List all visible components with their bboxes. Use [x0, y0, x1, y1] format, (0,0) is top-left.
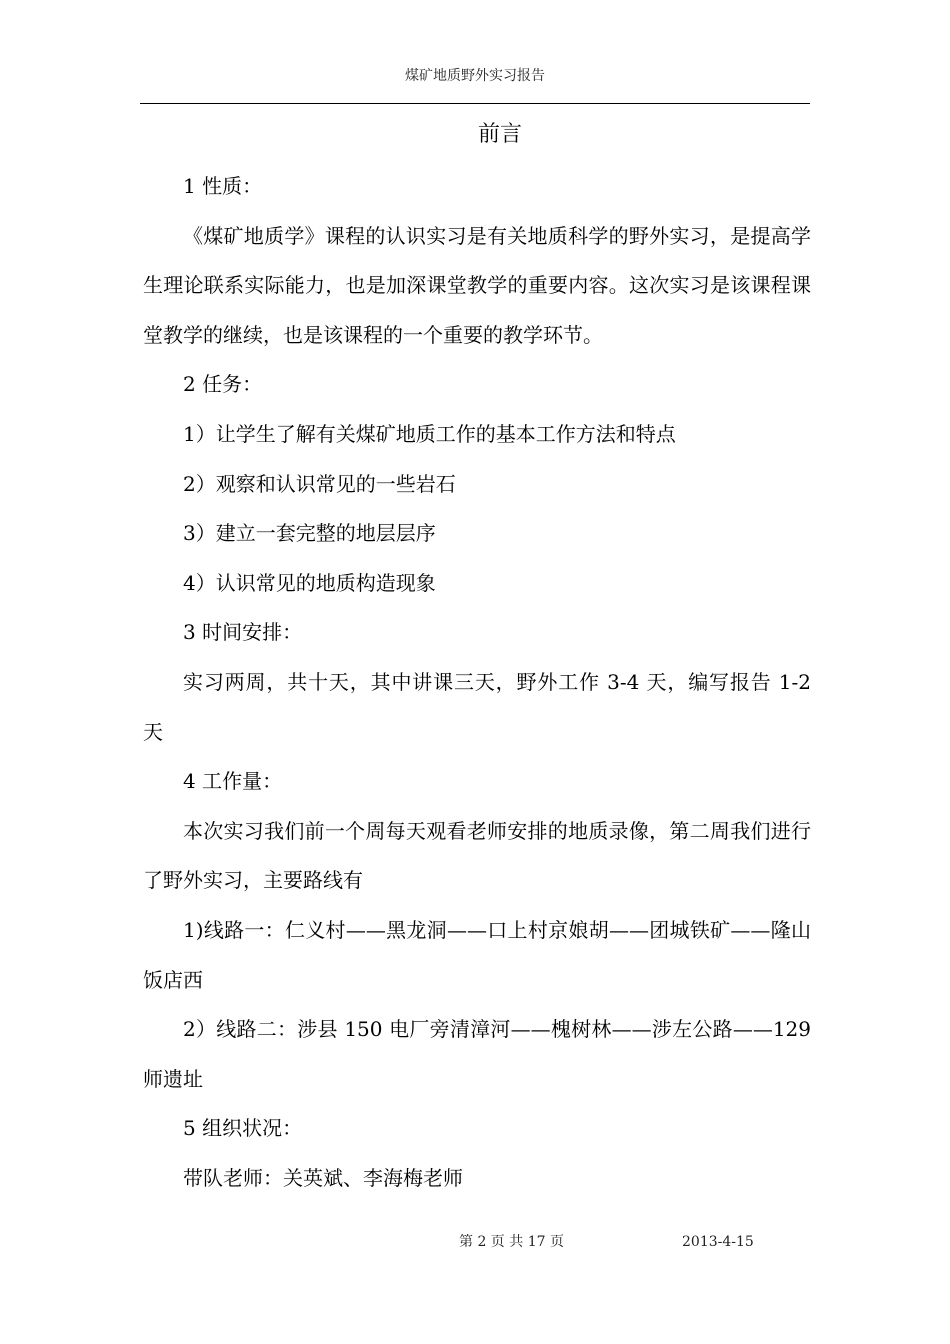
section-heading-organization: 5 组织状况： [183, 1116, 303, 1141]
document-title: 前言 [477, 122, 522, 147]
section-heading-tasks: 2 任务： [183, 372, 263, 397]
paragraph-organization: 带队老师：关英斌、李海梅老师 [183, 1165, 463, 1190]
footer-page-number: 第 2 页 共 17 页 [459, 1234, 564, 1250]
page-header: 煤矿地质野外实习报告 [405, 68, 545, 84]
document-body [143, 162, 811, 1203]
footer-date: 2013-4-15 [682, 1234, 754, 1250]
task-item-3: 3）建立一套完整的地层层序 [183, 521, 436, 546]
paragraph-workload: 本次实习我们前一个周每天观看老师安排的地质录像，第二周我们进行了野外实习，主要路线有 [143, 818, 811, 893]
paragraph-schedule: 实习两周，共十天，其中讲课三天，野外工作 3-4 天，编写报告 1-2 天 [143, 669, 811, 744]
header-divider [140, 103, 810, 104]
task-item-4: 4）认识常见的地质构造现象 [183, 570, 436, 595]
paragraph-nature: 《煤矿地质学》课程的认识实习是有关地质科学的野外实习，是提高学生理论联系实际能力，也是加深课堂教学的重要内容。这次实习是该课程课堂教学的继续，也是该课程的一个重要的教学环节。 [143, 223, 811, 347]
section-heading-workload: 4 工作量： [183, 769, 283, 794]
route-item-2: 2）线路二：涉县 150 电厂旁清漳河——槐树林——涉左公路——129 师遗址 [143, 1017, 811, 1091]
task-item-2: 2）观察和认识常见的一些岩石 [183, 471, 456, 496]
section-heading-nature: 1 性质： [183, 174, 263, 198]
route-item-1: 1)线路一：仁义村——黑龙洞——口上村京娘胡——团城铁矿——隆山饭店西 [143, 917, 811, 992]
section-heading-schedule: 3 时间安排： [183, 620, 303, 645]
task-item-1: 1）让学生了解有关煤矿地质工作的基本工作方法和特点 [183, 421, 676, 446]
